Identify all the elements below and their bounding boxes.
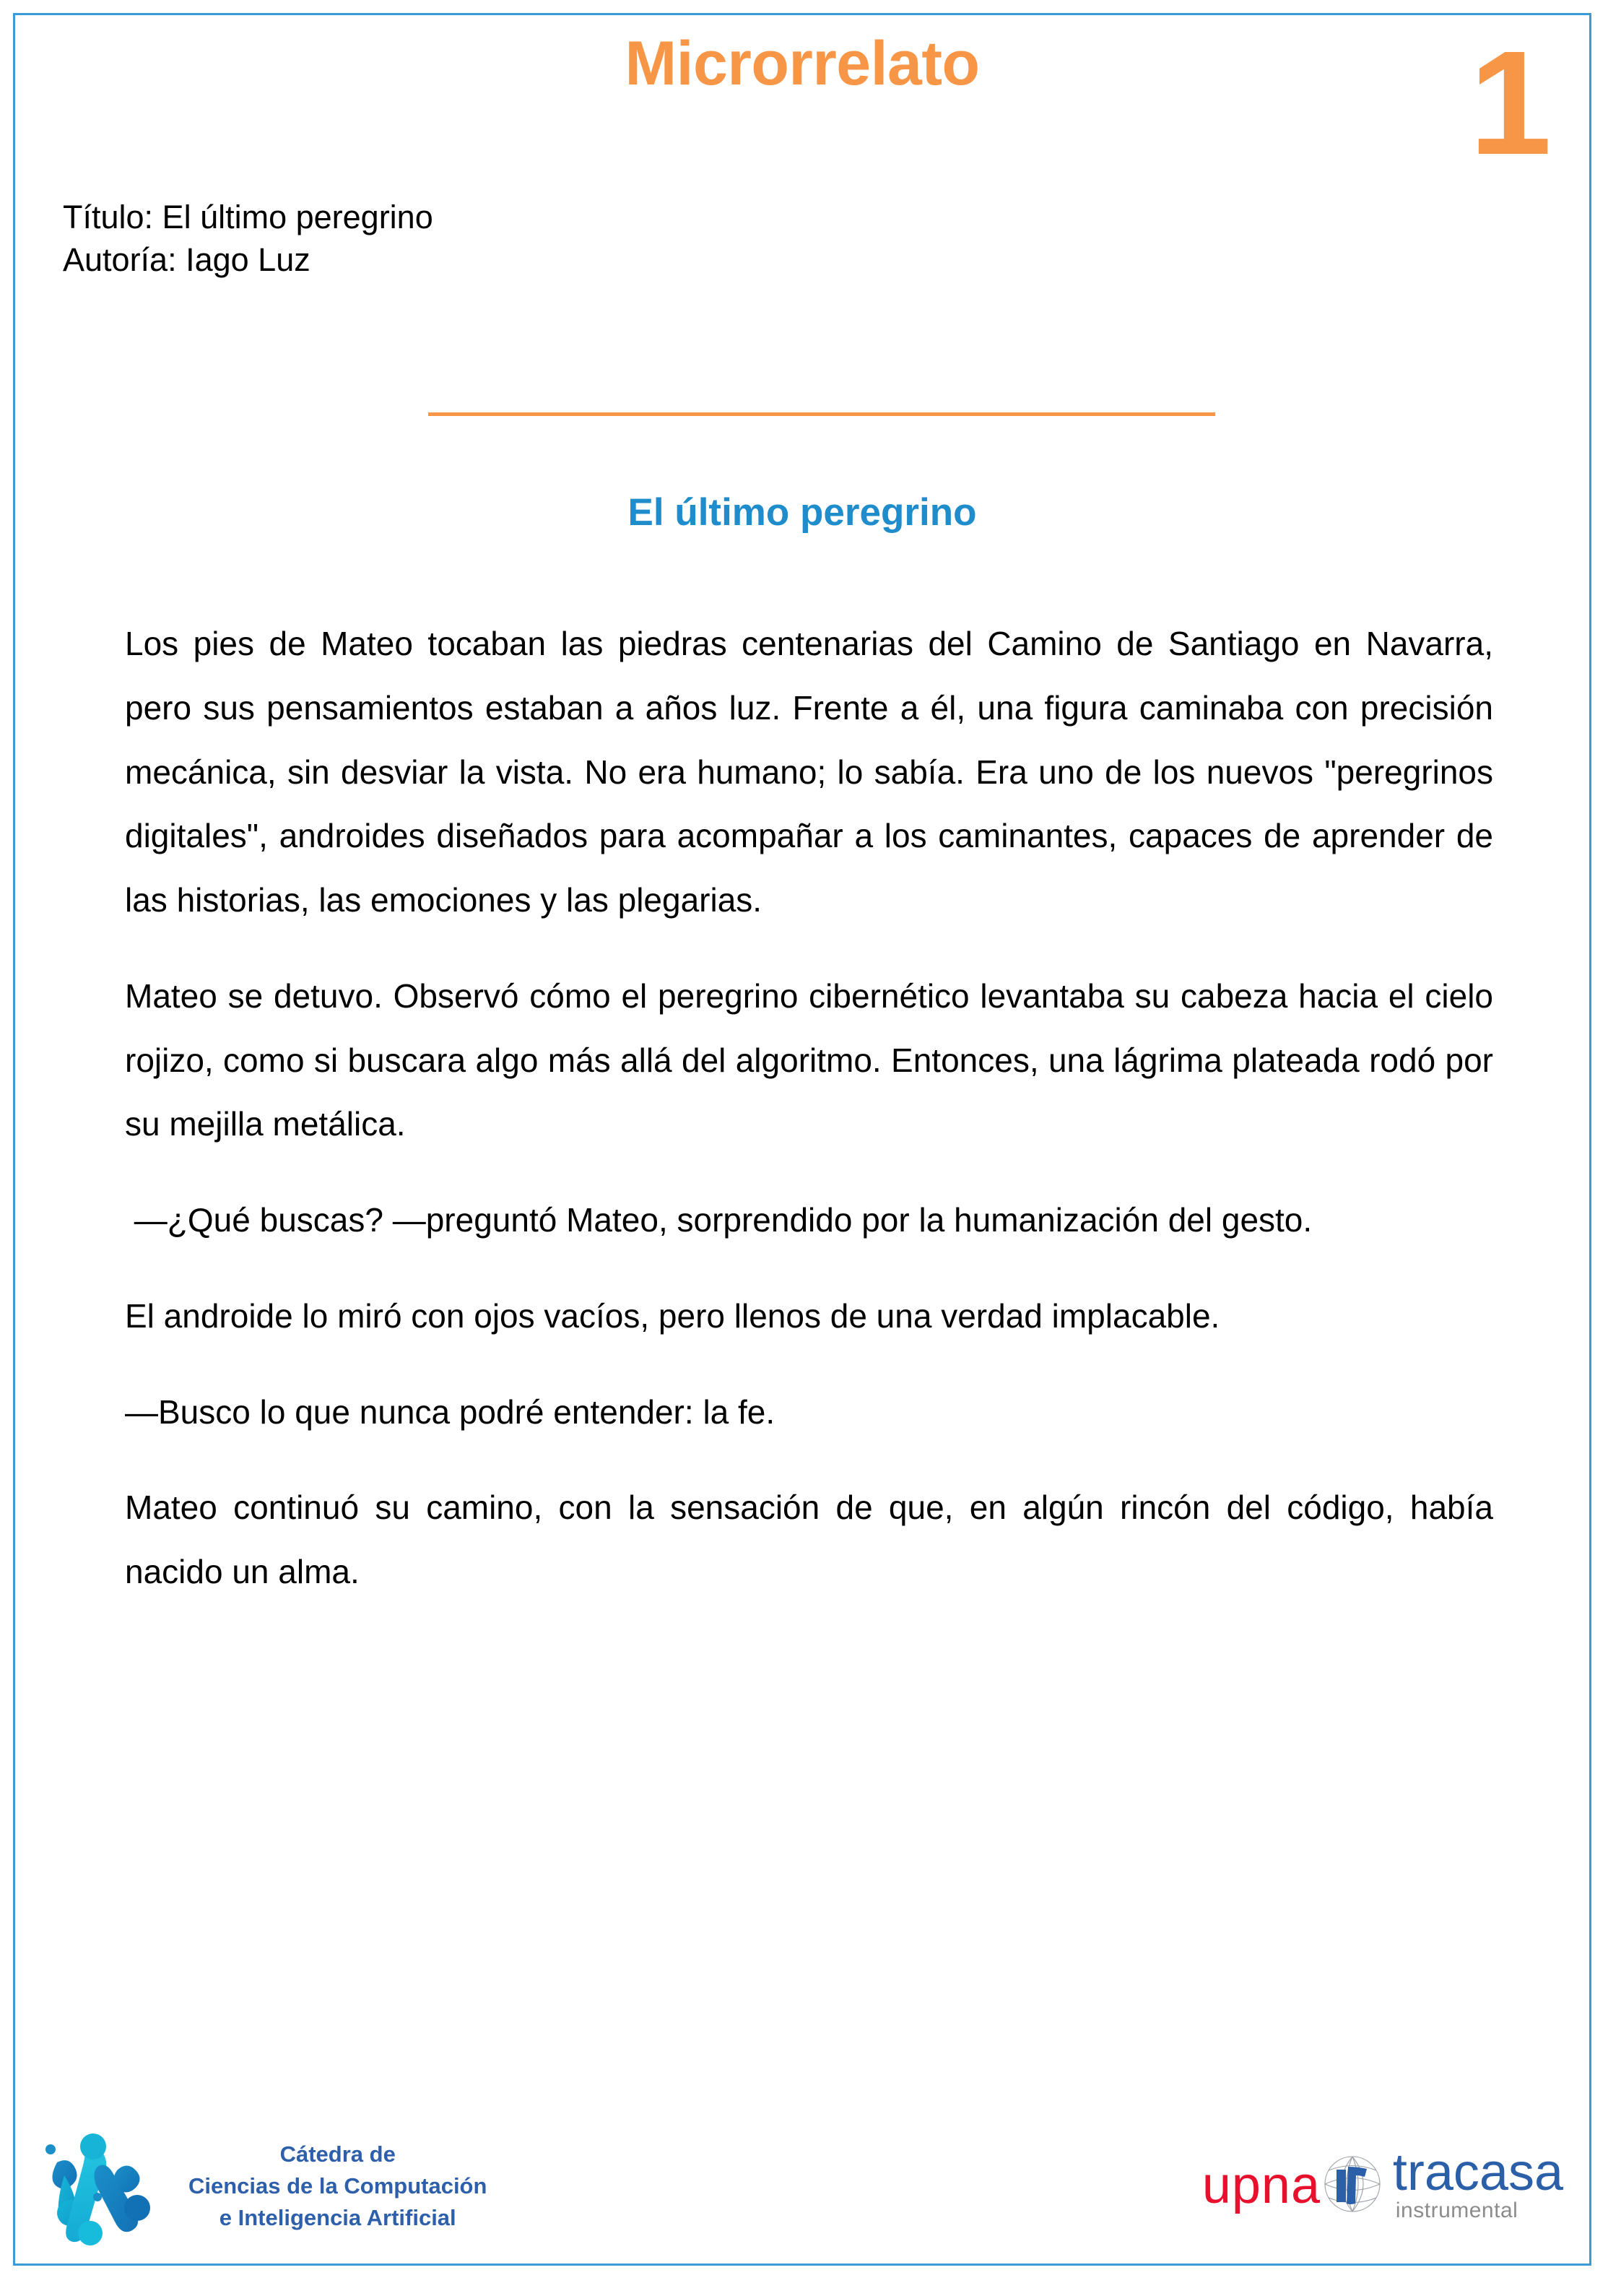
paragraph: —Busco lo que nunca podré entender: la fe.: [125, 1392, 775, 1431]
story-body: [125, 612, 1503, 1604]
story-title-label: Título: El último peregrino: [63, 199, 433, 235]
page-title: Microrrelato: [625, 29, 980, 98]
paragraph: Mateo continuó su camino, con la sensación de que, en algún rincón del código, había nacido un alma.: [125, 1489, 1503, 1591]
divider-container: [15, 412, 1589, 420]
catedra-logo-text: [188, 2139, 487, 2234]
story-author-label: Autoría: Iago Luz: [63, 241, 310, 279]
catedra-line-3: e Inteligencia Artificial: [219, 2205, 456, 2230]
network-nodes-icon: [43, 2125, 175, 2248]
story-heading: El último peregrino: [627, 491, 977, 534]
upna-logo: upna: [1201, 2157, 1321, 2214]
paragraph: —¿Qué buscas? —preguntó Mateo, sorprendido por la humanización del gesto.: [125, 1201, 1313, 1239]
paragraph: Los pies de Mateo tocaban las piedras centenarias del Camino de Santiago en Navarra, pero sus pensamientos estaban a años luz. Frente a él, una figura caminaba con precisión mecánica, sin desviar la vista. No era humano; lo sabía. Era uno de los nuevos "peregrinos digitales", androides diseñados para acompañar a los caminantes, capaces de aprender de las historias, las emociones y las plegarias.: [125, 625, 1503, 919]
horizontal-rule: [428, 412, 1215, 416]
tracasa-logo: [1319, 2143, 1563, 2222]
page-footer: [15, 2083, 1589, 2263]
paragraph: El androide lo miró con ojos vacíos, pero llenos de una verdad implacable.: [125, 1296, 1220, 1335]
catedra-line-2: Ciencias de la Computación: [188, 2172, 487, 2198]
catedra-line-1: Cátedra de: [279, 2141, 396, 2167]
paragraph: Mateo se detuvo. Observó cómo el peregrino cibernético levantaba su cabeza hacia el cielo rojizo, como si buscara algo más allá del algoritmo. Entonces, una lágrima plateada rodó por su mejilla metálica.: [125, 976, 1503, 1143]
tracasa-globe-icon: [1319, 2151, 1386, 2217]
page-number: 1: [1469, 20, 1552, 186]
tracasa-name: tracasa: [1392, 2143, 1563, 2201]
metadata-block: [63, 196, 1074, 282]
tracasa-wordmark: [1392, 2143, 1563, 2222]
page-header: [15, 15, 1589, 186]
catedra-logo: [43, 2125, 487, 2248]
tracasa-subtitle: instrumental: [1395, 2198, 1518, 2222]
document-page: [13, 13, 1591, 2266]
